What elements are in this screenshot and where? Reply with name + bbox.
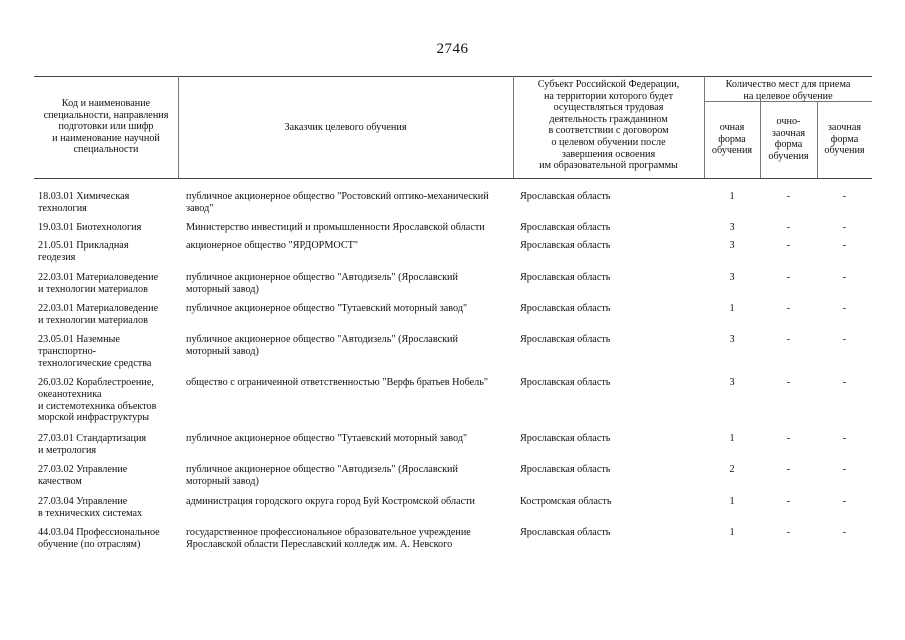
customer-cell: публичное акционерное общество "Тутаевский моторный завод" — [186, 303, 468, 314]
header-subject: Субъект Российской Федерации, на территории которого будет осуществляться трудовая деятельность гражданином в соответствии с договором о целевом обучении после завершения освоения им образовательной программы — [537, 79, 680, 172]
customer-cell: общество с ограниченной ответственностью "Верфь братьев Нобель" — [186, 377, 489, 388]
subject-cell: Ярославская область — [520, 334, 611, 345]
fulltime-cell: 3 — [729, 377, 735, 388]
distance-cell: - — [842, 496, 847, 507]
mixed-cell: - — [786, 240, 791, 251]
distance-cell: - — [842, 191, 847, 202]
fulltime-cell: 1 — [729, 496, 735, 507]
fulltime-cell: 1 — [729, 303, 735, 314]
subject-cell: Ярославская область — [520, 191, 611, 202]
distance-cell: - — [842, 464, 847, 475]
customer-cell: публичное акционерное общество "Тутаевский моторный завод" — [186, 433, 468, 444]
code-cell: 26.03.02 Кораблестроение, океанотехника и системотехника объектов морской инфраструктуры — [38, 377, 157, 424]
mixed-cell: - — [786, 527, 791, 538]
mixed-cell: - — [786, 191, 791, 202]
code-cell: 22.03.01 Материаловедение и технологии материалов — [38, 303, 159, 326]
fulltime-cell: 3 — [729, 272, 735, 283]
code-cell: 27.03.02 Управление качеством — [38, 464, 128, 487]
header-code: Код и наименование специальности, направления подготовки или шифр и наименование научной специальности — [43, 98, 169, 156]
subject-cell: Ярославская область — [520, 240, 611, 251]
header-mixed: очно- заочная форма обучения — [768, 116, 809, 162]
header-distance: заочная форма обучения — [824, 122, 865, 157]
code-cell: 23.05.01 Наземные транспортно- технологические средства — [38, 334, 152, 369]
mixed-cell: - — [786, 433, 791, 444]
mixed-cell: - — [786, 222, 791, 233]
code-cell: 21.05.01 Прикладная геодезия — [38, 240, 129, 263]
customer-cell: публичное акционерное общество "Автодизель" (Ярославский моторный завод) — [186, 464, 458, 487]
fulltime-cell: 2 — [729, 464, 735, 475]
subject-cell: Ярославская область — [520, 222, 611, 233]
code-cell: 44.03.04 Профессиональное обучение (по отраслям) — [38, 527, 160, 550]
mixed-cell: - — [786, 272, 791, 283]
distance-cell: - — [842, 433, 847, 444]
mixed-cell: - — [786, 377, 791, 388]
distance-cell: - — [842, 527, 847, 538]
code-cell: 18.03.01 Химическая технология — [38, 191, 130, 214]
customer-cell: государственное профессиональное образовательное учреждение Ярославской области Переславский колледж им. А. Невского — [186, 527, 471, 550]
mixed-cell: - — [786, 496, 791, 507]
subject-cell: Ярославская область — [520, 377, 611, 388]
code-cell: 19.03.01 Биотехнология — [38, 222, 142, 233]
subject-cell: Ярославская область — [520, 527, 611, 538]
fulltime-cell: 3 — [729, 334, 735, 345]
code-cell: 22.03.01 Материаловедение и технологии материалов — [38, 272, 159, 295]
subject-cell: Ярославская область — [520, 303, 611, 314]
subject-cell: Ярославская область — [520, 464, 611, 475]
customer-cell: Министерство инвестиций и промышленности Ярославской области — [186, 222, 485, 233]
customer-cell: администрация городского округа город Буй Костромской области — [186, 496, 476, 507]
subject-cell: Ярославская область — [520, 272, 611, 283]
header-bottom-border — [34, 178, 872, 179]
customer-cell: публичное акционерное общество "Ростовский оптико-механический завод" — [186, 191, 489, 214]
mixed-cell: - — [786, 464, 791, 475]
mixed-cell: - — [786, 334, 791, 345]
code-cell: 27.03.01 Стандартизация и метрология — [38, 433, 147, 456]
page-number: 2746 — [436, 41, 469, 57]
fulltime-cell: 3 — [729, 222, 735, 233]
distance-cell: - — [842, 222, 847, 233]
distance-cell: - — [842, 240, 847, 251]
code-cell: 27.03.04 Управление в технических системах — [38, 496, 143, 519]
subject-cell: Костромская область — [520, 496, 612, 507]
distance-cell: - — [842, 272, 847, 283]
distance-cell: - — [842, 303, 847, 314]
fulltime-cell: 1 — [729, 433, 735, 444]
distance-cell: - — [842, 334, 847, 345]
fulltime-cell: 1 — [729, 191, 735, 202]
fulltime-cell: 1 — [729, 527, 735, 538]
header-customer: Заказчик целевого обучения — [284, 122, 407, 133]
table-top-border — [34, 76, 872, 77]
customer-cell: публичное акционерное общество "Автодизель" (Ярославский моторный завод) — [186, 272, 458, 295]
mixed-cell: - — [786, 303, 791, 314]
distance-cell: - — [842, 377, 847, 388]
header-fulltime: очная форма обучения — [711, 122, 753, 157]
fulltime-cell: 3 — [729, 240, 735, 251]
subject-cell: Ярославская область — [520, 433, 611, 444]
header-places: Количество мест для приема на целевое обучение — [725, 79, 851, 102]
customer-cell: публичное акционерное общество "Автодизель" (Ярославский моторный завод) — [186, 334, 458, 357]
customer-cell: акционерное общество "ЯРДОРМОСТ" — [186, 240, 359, 251]
